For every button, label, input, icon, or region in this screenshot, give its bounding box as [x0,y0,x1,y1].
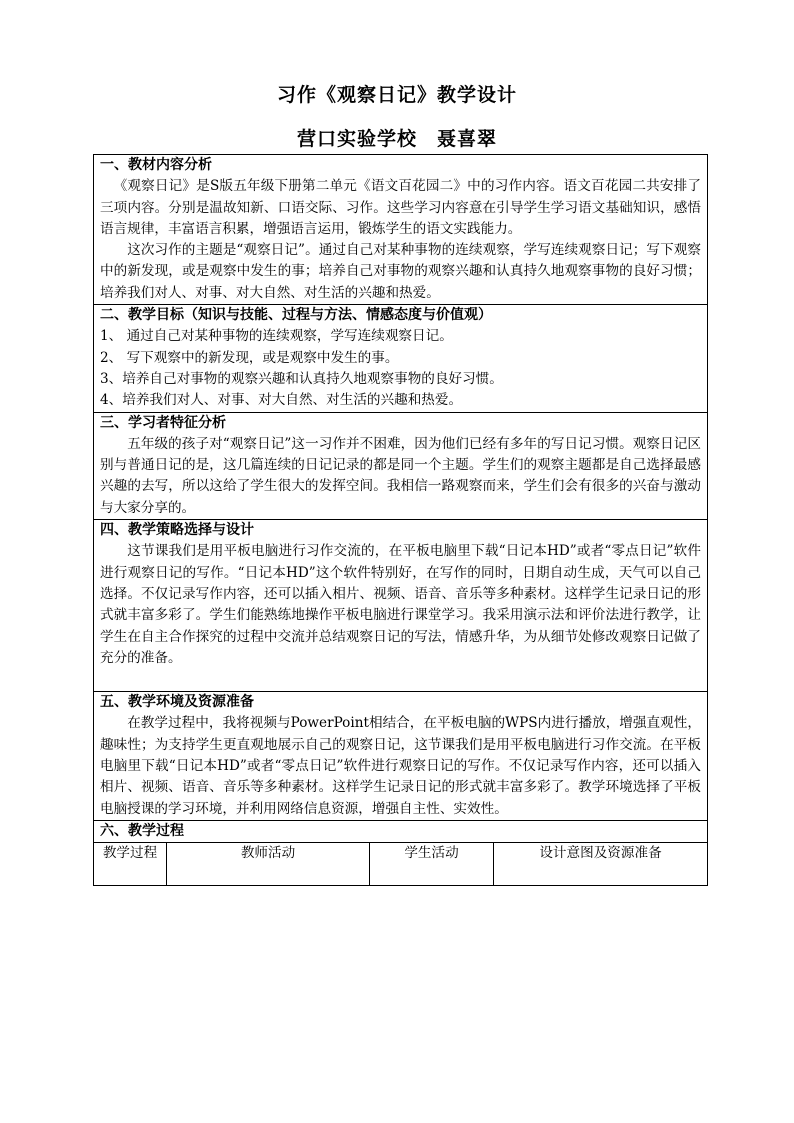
objective-item: 1、 通过自己对某种事物的连续观察，学写连续观察日记。 [100,328,453,345]
process-header-student: 学生活动 [370,843,494,886]
section-3-row [94,412,708,519]
section-1-paragraph: 这次习作的主题是“观察日记”。通过自己对某种事物的连续观察，学写连续观察日记；写下观察中的新发现，或是观察中发生的事；培养自己对事物的观察兴趣和认真持久地观察事物的良好习惯；培养我们对人、对事、对大自然、对生活的兴趣和热爱。 [100,242,701,301]
section-4-title: 四、教学策略选择与设计 [100,522,254,539]
section-1-paragraph: 《观察日记》是S版五年级下册第二单元《语文百花园二》中的习作内容。语文百花园二共安排了三项内容。分别是温故知新、口语交际、习作。这些学习内容意在引导学生学习语文基础知识，感悟语言规律，丰富语言积累，增强语言运用，锻炼学生的语文实践能力。 [100,178,701,237]
section-1-row [94,155,708,305]
process-header-teacher: 教师活动 [167,843,370,886]
objective-item: 4、培养我们对人、对事、对大自然、对生活的兴趣和热爱。 [100,392,463,409]
section-2-row [94,305,708,412]
section-3-title: 三、学习者特征分析 [100,414,226,431]
section-6-cell [94,820,708,842]
process-header-row [94,843,708,886]
section-4-paragraph: 这节课我们是用平板电脑进行习作交流的，在平板电脑里下载“日记本HD”或者“零点日记”软件进行观察日记的写作。“日记本HD”这个软件特别好，在写作的同时，日期自动生成，天气可以自己选择。不仅记录写作内容，还可以插入相片、视频、语音、音乐等多种素材。这样学生记录日记的形式就丰富多彩了。学生们能熟练地操作平板电脑进行课堂学习。我采用演示法和评价法进行教学，让学生在自主合作探究的过程中交流并总结观察日记的写法，情感升华，为从细节处修改观察日记做了充分的准备。 [100,543,701,666]
process-header-intent: 设计意图及资源准备 [494,843,708,886]
section-5-cell [94,692,708,821]
section-2-title: 二、教学目标（知识与技能、过程与方法、情感态度与价值观） [100,307,492,324]
section-5-title: 五、教学环境及资源准备 [100,694,254,711]
section-2-cell [94,305,708,412]
section-4-row [94,520,708,692]
process-header-stage: 教学过程 [94,843,167,886]
section-3-paragraph: 五年级的孩子对“观察日记”这一习作并不困难，因为他们已经有多年的写日记习惯。观察日记区别与普通日记的是，这几篇连续的日记记录的都是同一个主题。学生们的观察主题都是自己选择最感兴趣的去写，所以这给了学生很大的发挥空间。我相信一路观察而来，学生们会有很多的兴奋与激动与大家分享的。 [100,435,701,516]
section-1-cell [94,155,708,305]
section-1-title: 一、教材内容分析 [100,157,212,173]
section-4-cell [94,520,708,692]
page-title: 习作《观察日记》教学设计 [276,84,517,106]
objective-item: 2、 写下观察中的新发现，或是观察中发生的事。 [100,349,399,366]
section-5-paragraph: 在教学过程中，我将视频与PowerPoint相结合，在平板电脑的WPS内进行播放，增强直观性，趣味性；为支持学生更直观地展示自己的观察日记，这节课我们是用平板电脑进行习作交流。在平板电脑里下载“日记本HD”或者“零点日记”软件进行观察日记的写作。不仅记录写作内容，还可以插入相片、视频、语音、音乐等多种素材。这样学生记录日记的形式就丰富多彩了。教学环境选择了平板电脑授课的学习环境，并利用网络信息资源，增强自主性、实效性。 [100,715,701,817]
lesson-plan-table [93,154,708,886]
section-6-title: 六、教学过程 [100,822,184,839]
page-subtitle: 营口实验学校 聂喜翠 [296,128,497,150]
section-6-row [94,820,708,842]
objective-item: 3、培养自己对事物的观察兴趣和认真持久地观察事物的良好习惯。 [100,370,503,387]
section-3-cell [94,412,708,519]
section-5-row [94,692,708,821]
